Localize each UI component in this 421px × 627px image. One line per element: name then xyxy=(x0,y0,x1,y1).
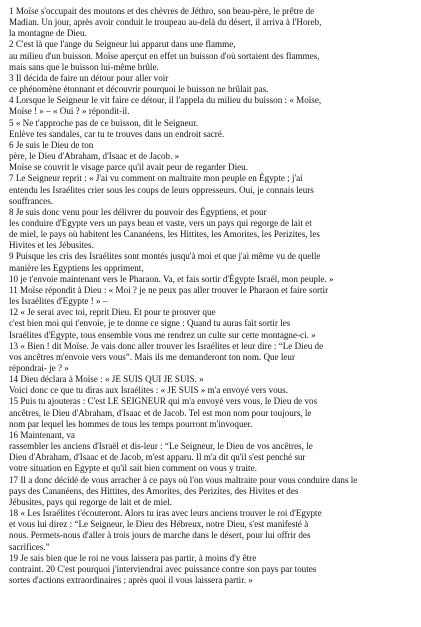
text-line: 18 « Les Israélites t'écouteront. Alors tu iras avec leurs anciens trouver le roi d'Egypte xyxy=(9,508,322,519)
text-line: nom par lequel les hommes de tous les temps pourront m'invoquer. xyxy=(9,418,253,429)
text-line: 1 Moïse s'occupait des moutons et des chèvres de Jéthro, son beau-père, le prêtre de xyxy=(9,6,315,16)
text-line: c'est bien moi qui t'envoie, je te donne ce signe : Quand tu auras fait sortir les xyxy=(9,318,291,329)
text-line: 16 Maintenant, va xyxy=(9,429,75,440)
text-line: pays des Cananéens, des Hittites, des Amorites, des Perizites, des Hivites et des xyxy=(9,485,299,496)
text-line: 10 je t'envoie maintenant vers le Pharaon. Va, et fais sortir d'Égypte Israël, mon peuple. » xyxy=(9,273,334,284)
text-line: entendu les Israélites crier sous les coups de leurs oppresseurs. Oui, je connais leurs xyxy=(9,184,314,195)
text-line: 6 Je suis le Dieu de ton xyxy=(9,139,94,150)
text-line: ce phénomène étonnant et découvrir pourquoi le buisson ne brûlait pas. xyxy=(9,84,269,95)
text-line: souffrances. xyxy=(9,195,54,206)
text-line: 2 C'est là que l'ange du Seigneur lui apparut dans une flamme, xyxy=(9,39,236,50)
text-line: nous. Permets-nous d'aller à trois jours de marche dans le désert, pour lui offrir des xyxy=(9,530,311,541)
text-line: et vous lui direz : “Le Seigneur, le Dieu des Hébreux, notre Dieu, s'est manifesté à xyxy=(9,519,309,530)
text-line: Madian. Un jour, après avoir conduit le troupeau au-delà du désert, il arriva à l'Horeb, xyxy=(9,17,322,28)
text-line: 17 Il a donc décidé de vous arracher à ce pays où l'on vous maltraite pour vous conduire dans le xyxy=(9,474,358,485)
text-line: sacrifices.” xyxy=(9,541,50,552)
text-line: 13 « Bien ! dit Moïse. Je vais donc aller trouver les Israélites et leur dire : “Le Dieu de xyxy=(9,340,324,351)
text-line: les conduire d'Egypte vers un pays beau et vaste, vers un pays qui regorge de lait et xyxy=(9,217,312,228)
text-line: mais sans que le buisson lui-même brûle. xyxy=(9,61,159,72)
text-line: Jébusites, pays qui regorge de lait et de miel. xyxy=(9,496,172,507)
text-line: 7 Le Seigneur reprit : « J'ai vu comment on maltraite mon peuple en Égypte ; j'ai xyxy=(9,173,303,184)
text-line: sortes d'actions extraordinaires ; après quoi il vous laissera partir. » xyxy=(9,574,253,585)
text-line: 9 Puisque les cris des Israélites sont montés jusqu'à moi et que j'ai même vu de quelle xyxy=(9,251,321,262)
text-line: Voici donc ce que tu diras aux Israélites : « JE SUIS » m'a envoyé vers vous. xyxy=(9,385,289,396)
text-line: la montagne de Dieu. xyxy=(9,28,87,39)
text-line: Israélites d'Egypte, tous ensemble vous me rendrez un culte sur cette montagne-ci. » xyxy=(9,329,316,340)
text-line: 5 « Ne t'approche pas de ce buisson, dit le Seigneur. xyxy=(9,117,199,128)
text-line: manière les Egyptiens les oppriment, xyxy=(9,262,144,273)
text-line: vos ancêtres m'envoie vers vous”. Mais ils me demanderont ton nom. Que leur xyxy=(9,351,296,362)
text-line: les Israélites d'Egypte ! » – xyxy=(9,296,108,307)
text-line: Hivites et les Jébusites. xyxy=(9,240,94,251)
text-line: rassembler les anciens d'Israël et dis-leur : “Le Seigneur, le Dieu de vos ancêtres, le xyxy=(9,441,313,452)
text-line: père, le Dieu d'Abraham, d'Isaac et de Jacob. » xyxy=(9,151,180,162)
text-line: contraint. 20 C'est pourquoi j'interviendrai avec puissance contre son pays par toutes xyxy=(9,563,317,574)
text-line: 3 Il décida de faire un détour pour aller voir xyxy=(9,72,169,83)
text-line: 14 Dieu déclara à Moïse : « JE SUIS QUI JE SUIS. » xyxy=(9,374,204,385)
text-line: ancêtres, le Dieu d'Abraham, d'Isaac et de Jacob. Tel est mon nom pour toujours, le xyxy=(9,407,312,418)
text-line: Moïse ! » – « Oui ? » répondit-il. xyxy=(9,106,130,117)
text-line: 15 Puis tu ajouteras : C'est LE SEIGNEUR qui m'a envoyé vers vous, le Dieu de vos xyxy=(9,396,318,407)
text-line: Enlève tes sandales, car tu te trouves dans un endroit sacré. xyxy=(9,128,225,139)
text-line: de miel, le pays où habitent les Cananéens, les Hittites, les Amorites, les Perizites, les xyxy=(9,229,320,240)
text-line: votre situation en Egypte et qu'il sait bien comment on vous y traite. xyxy=(9,463,257,474)
text-line: au milieu d'un buisson. Moïse aperçut en effet un buisson d'où sortaient des flammes, xyxy=(9,50,320,61)
text-line: 12 « Je serai avec toi, reprit Dieu. Et pour te prouver que xyxy=(9,307,216,318)
text-line: Moïse se couvrit le visage parce qu'il avait peur de regarder Dieu. xyxy=(9,162,248,173)
text-line: 19 Je sais bien que le roi ne vous laissera pas partir, à moins d'y être xyxy=(9,552,257,563)
text-line: répondrai- je ? » xyxy=(9,363,69,373)
text-line: 4 Lorsque le Seigneur le vit faire ce détour, il l'appela du milieu du buisson : « Moïse, xyxy=(9,95,322,106)
text-line: 11 Moïse répondit à Dieu : « Moi ? je ne peux pas aller trouver le Pharaon et faire sortir xyxy=(9,284,329,295)
text-line: 8 Je suis donc venu pour les délivrer du pouvoir des Égyptiens, et pour xyxy=(9,206,267,217)
text-line: Dieu d'Abraham, d'Isaac et de Jacob, m'est apparu. Il m'a dit qu'il s'est penché sur xyxy=(9,452,306,463)
